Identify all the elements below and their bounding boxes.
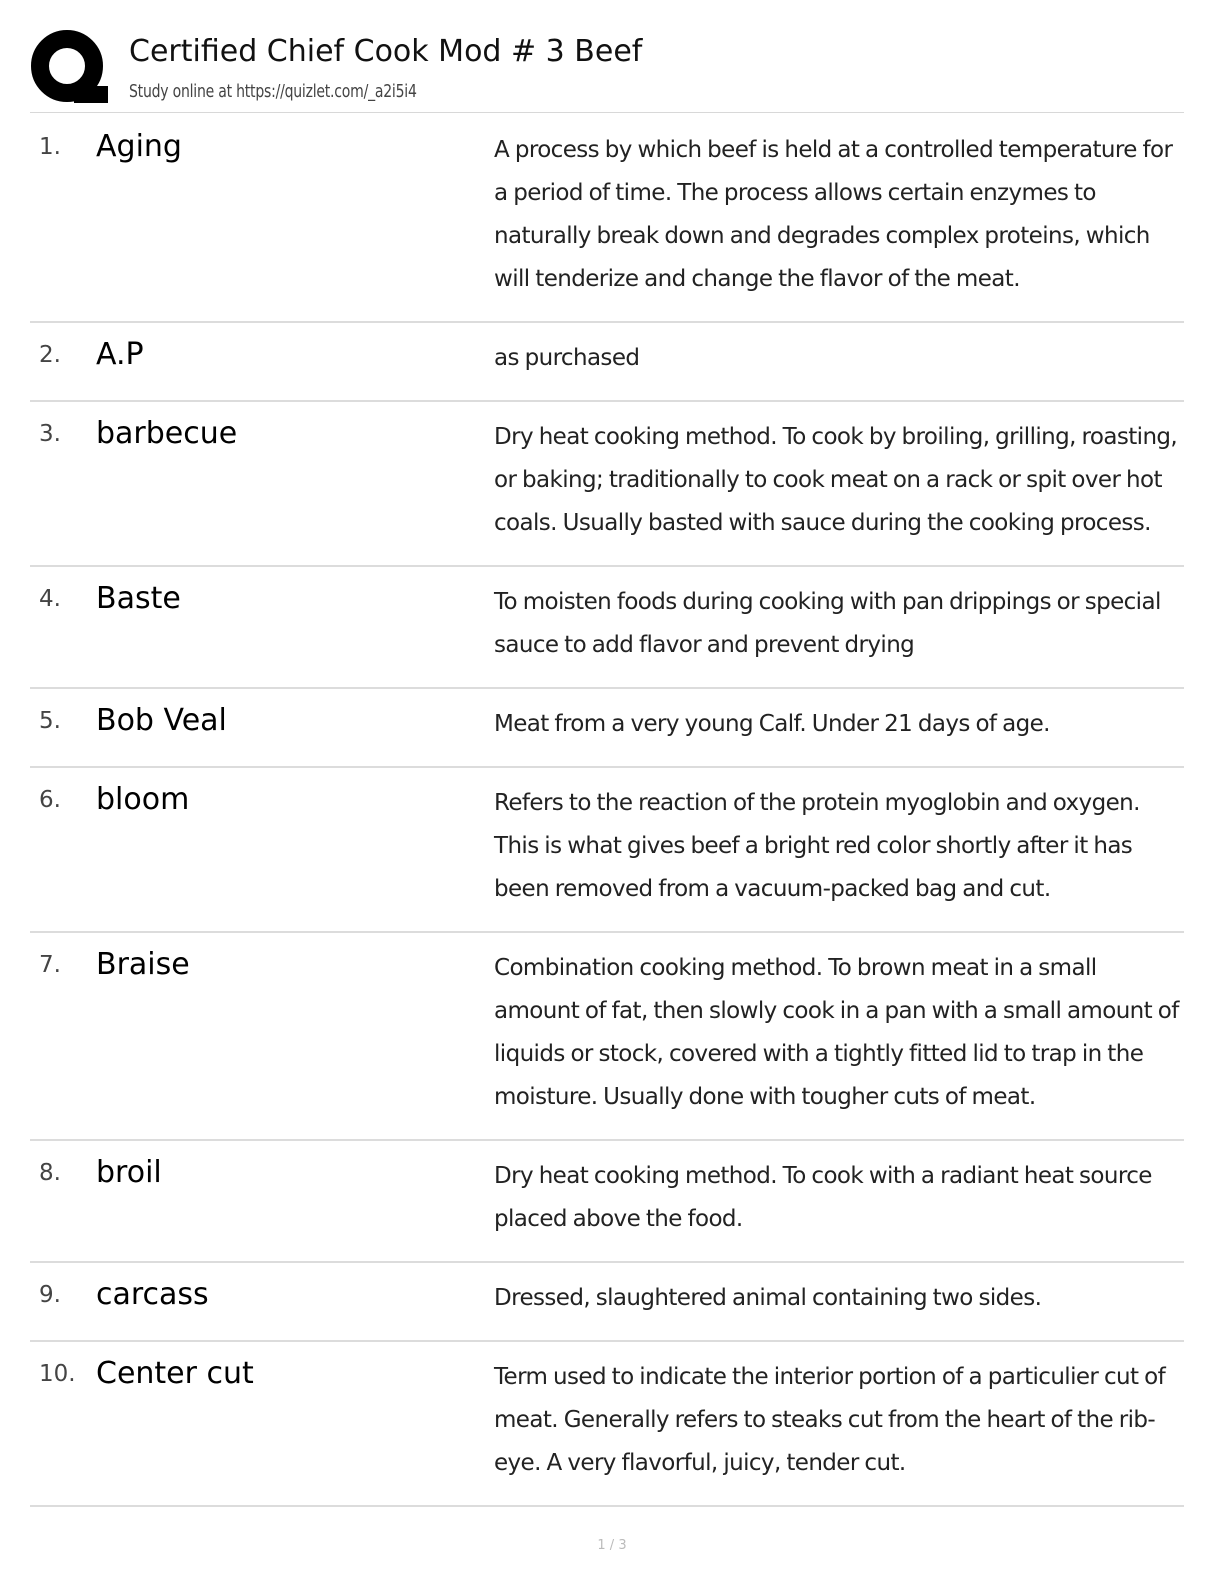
term-row bbox=[30, 1263, 1184, 1342]
header-divider bbox=[30, 112, 1184, 113]
term-number: 10. bbox=[39, 1361, 76, 1387]
term-number: 8. bbox=[39, 1160, 61, 1186]
term-row bbox=[30, 1141, 1184, 1263]
term-word: barbecue bbox=[96, 416, 238, 451]
term-number: 9. bbox=[39, 1282, 61, 1308]
term-row bbox=[30, 323, 1184, 402]
term-definition: Dressed, slaughtered animal containing two sides. bbox=[494, 1285, 1042, 1311]
term-number: 1. bbox=[39, 134, 61, 160]
term-word: Center cut bbox=[96, 1356, 254, 1391]
term-definition: Term used to indicate the interior portion of a particulier cut of meat. Generally refers to steaks cut from the heart of the rib-eye. A very flavorful, juicy, tender cut. bbox=[494, 1364, 1166, 1476]
quizlet-q-logo-icon bbox=[30, 28, 110, 108]
term-number: 6. bbox=[39, 787, 61, 813]
document-header bbox=[30, 28, 1184, 114]
term-row bbox=[30, 402, 1184, 567]
term-number: 3. bbox=[39, 421, 61, 447]
term-definition: Meat from a very young Calf. Under 21 days of age. bbox=[494, 711, 1050, 737]
term-definition: as purchased bbox=[494, 345, 640, 371]
term-row bbox=[30, 933, 1184, 1141]
term-word: Baste bbox=[96, 581, 181, 616]
term-word: Aging bbox=[96, 129, 182, 164]
term-definition: A process by which beef is held at a controlled temperature for a period of time. The process allows certain enzymes to naturally break down and degrades complex proteins, which will tenderize and change the flavor of the meat. bbox=[494, 137, 1173, 292]
page-indicator: 1 / 3 bbox=[597, 1538, 627, 1553]
term-definition: Dry heat cooking method. To cook with a radiant heat source placed above the food. bbox=[494, 1163, 1152, 1232]
term-row bbox=[30, 1342, 1184, 1507]
term-number: 2. bbox=[39, 342, 61, 368]
term-word: bloom bbox=[96, 782, 190, 817]
term-definition: Combination cooking method. To brown meat in a small amount of fat, then slowly cook in a pan with a small amount of liquids or stock, covered with a tightly fitted lid to trap in the moisture. Usually done with tougher cuts of meat. bbox=[494, 955, 1179, 1110]
terms-list bbox=[30, 115, 1184, 1507]
term-word: A.P bbox=[96, 337, 144, 372]
term-definition: Refers to the reaction of the protein myoglobin and oxygen. This is what gives beef a bright red color shortly after it has been removed from a vacuum-packed bag and cut. bbox=[494, 790, 1140, 902]
term-row bbox=[30, 115, 1184, 323]
term-number: 7. bbox=[39, 952, 61, 978]
term-word: broil bbox=[96, 1155, 162, 1190]
term-word: carcass bbox=[96, 1277, 209, 1312]
document-title: Certified Chief Cook Mod # 3 Beef bbox=[129, 34, 643, 69]
term-word: Braise bbox=[96, 947, 190, 982]
term-definition: To moisten foods during cooking with pan drippings or special sauce to add flavor and prevent drying bbox=[494, 589, 1161, 658]
term-word: Bob Veal bbox=[96, 703, 227, 738]
term-number: 4. bbox=[39, 586, 61, 612]
term-row bbox=[30, 567, 1184, 689]
term-definition: Dry heat cooking method. To cook by broiling, grilling, roasting, or baking; traditionally to cook meat on a rack or spit over hot coals. Usually basted with sauce during the cooking process. bbox=[494, 424, 1178, 536]
term-number: 5. bbox=[39, 708, 61, 734]
term-row bbox=[30, 689, 1184, 768]
term-row bbox=[30, 768, 1184, 933]
study-online-link[interactable]: Study online at https://quizlet.com/_a2i5i4 bbox=[129, 81, 417, 102]
